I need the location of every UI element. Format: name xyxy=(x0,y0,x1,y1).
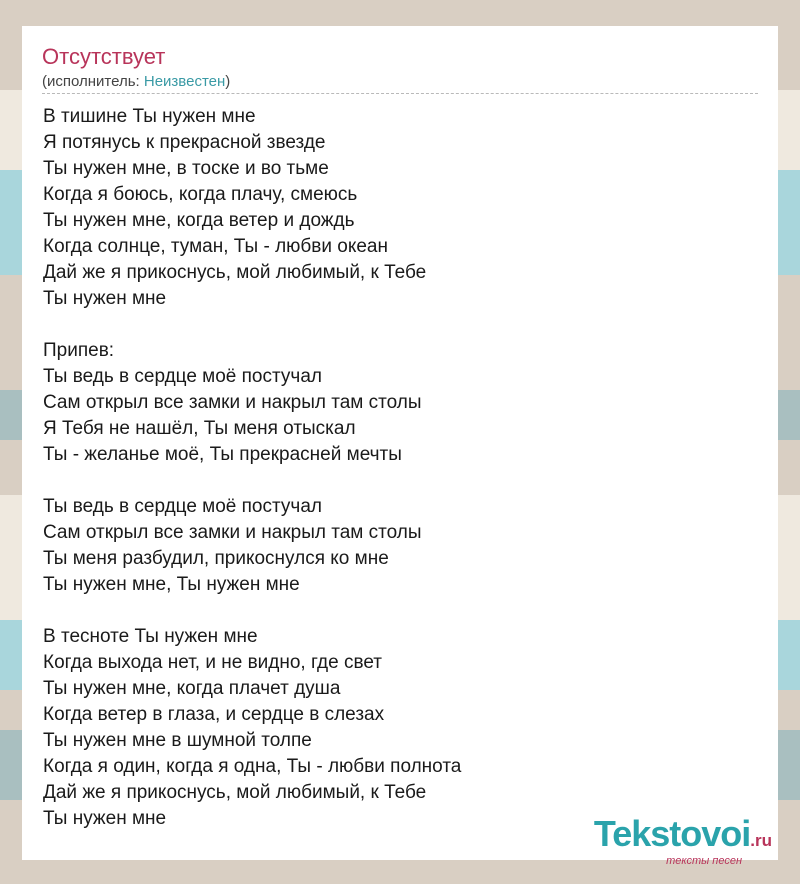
lyric-line xyxy=(43,312,461,338)
performer-link[interactable]: Неизвестен xyxy=(143,73,226,90)
header-divider xyxy=(42,93,758,94)
lyric-line: Ты нужен мне в шумной толпе xyxy=(43,730,312,751)
lyric-line: Когда солнце, туман, Ты - любви океан xyxy=(43,236,388,257)
logo-tagline: тексты песен xyxy=(666,855,742,867)
lyric-line: Ты нужен мне, когда плачет душа xyxy=(43,678,341,699)
lyric-line: Ты ведь в сердце моё постучал xyxy=(43,366,322,387)
lyric-line: Я потянусь к прекрасной звезде xyxy=(43,132,326,153)
lyric-line: Когда я один, когда я одна, Ты - любви полнота xyxy=(43,756,462,777)
site-logo[interactable] xyxy=(593,813,772,867)
lyric-line: Ты меня разбудил, прикоснулся ко мне xyxy=(43,548,389,569)
lyric-line: Когда я боюсь, когда плачу, смеюсь xyxy=(43,184,358,205)
lyric-line: Ты нужен мне, когда ветер и дождь xyxy=(43,210,355,231)
lyric-line: В тесноте Ты нужен мне xyxy=(43,626,258,647)
lyrics-text xyxy=(43,104,461,832)
lyric-line xyxy=(43,468,461,494)
lyric-line: В тишине Ты нужен мне xyxy=(43,106,256,127)
song-title: Отсутствует xyxy=(42,44,166,69)
lyric-line: Дай же я прикоснусь, мой любимый, к Тебе xyxy=(43,782,427,803)
logo-tld: .ru xyxy=(750,831,772,850)
performer-prefix: (исполнитель: xyxy=(42,73,144,90)
lyric-line: Ты - желанье моё, Ты прекрасней мечты xyxy=(43,444,402,465)
lyric-line: Я Тебя не нашёл, Ты меня отыскал xyxy=(43,418,356,439)
logo-name: Tekstovoi xyxy=(593,813,751,854)
lyric-line: Дай же я прикоснусь, мой любимый, к Тебе xyxy=(43,262,427,283)
performer-line xyxy=(42,72,230,92)
lyric-line: Ты нужен мне xyxy=(43,808,167,829)
lyric-line: Ты нужен мне xyxy=(43,288,167,309)
performer-suffix: ) xyxy=(225,73,231,90)
lyric-line: Припев: xyxy=(43,340,115,361)
logo-wordmark xyxy=(593,813,772,859)
lyric-line: Ты ведь в сердце моё постучал xyxy=(43,496,322,517)
lyric-line xyxy=(43,598,461,624)
lyric-line: Сам открыл все замки и накрыл там столы xyxy=(43,522,422,543)
lyric-line: Сам открыл все замки и накрыл там столы xyxy=(43,392,422,413)
lyric-line: Когда выхода нет, и не видно, где свет xyxy=(43,652,383,673)
lyric-line: Ты нужен мне, Ты нужен мне xyxy=(43,574,300,595)
lyric-line: Ты нужен мне, в тоске и во тьме xyxy=(43,158,329,179)
lyrics-card xyxy=(22,26,778,860)
lyric-line: Когда ветер в глаза, и сердце в слезах xyxy=(43,704,385,725)
